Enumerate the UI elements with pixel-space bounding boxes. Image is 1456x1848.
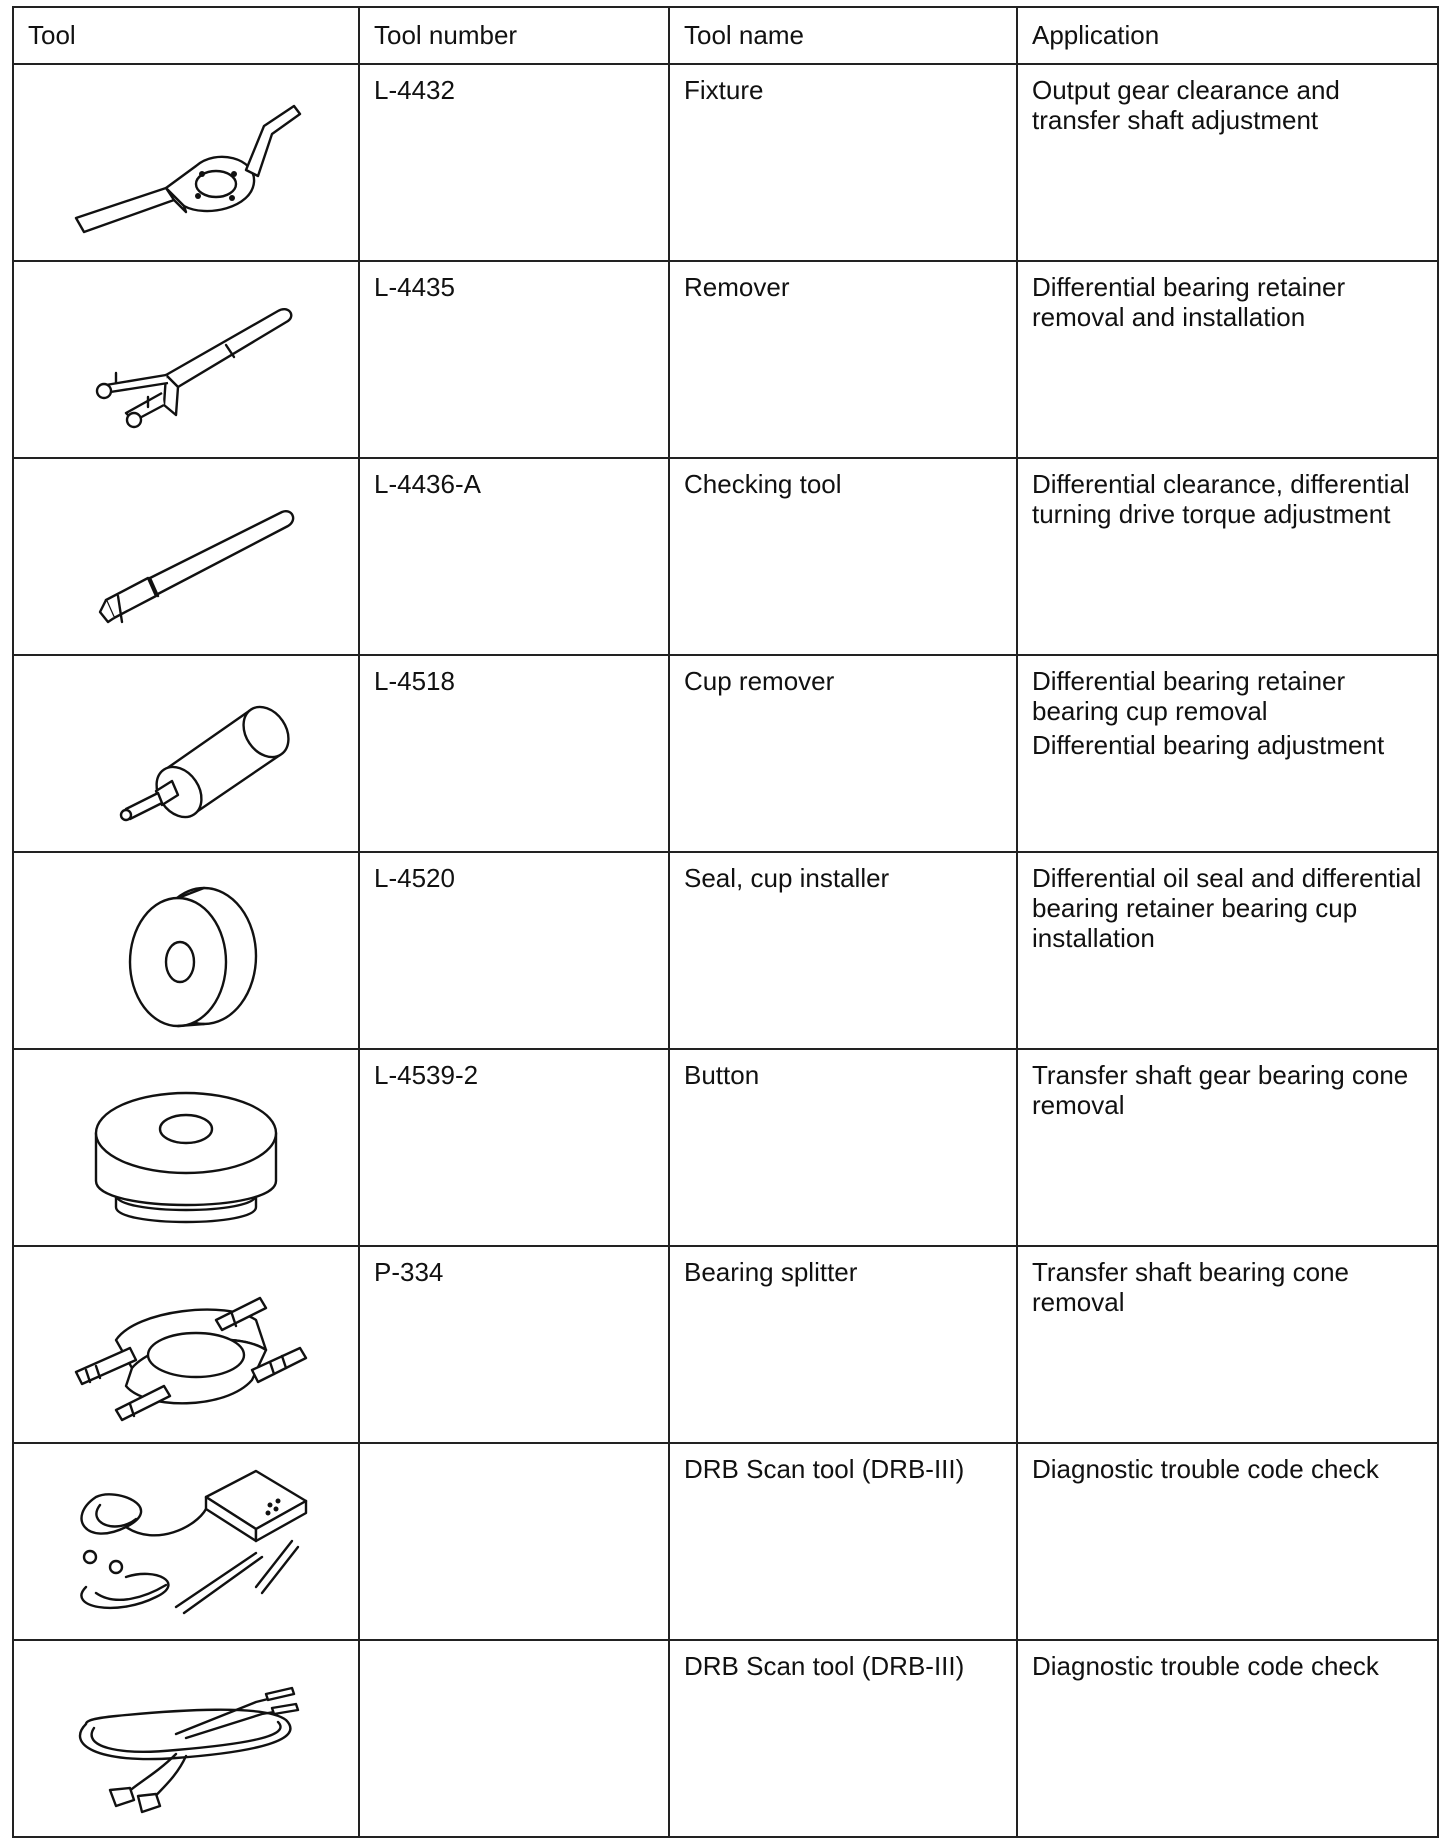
tool-application	[1017, 852, 1438, 1049]
table-header-row	[13, 7, 1438, 64]
tool-image-cell	[13, 1049, 359, 1246]
button-tool-icon	[56, 1063, 316, 1233]
application-text: Diagnostic trouble code check	[1032, 1651, 1379, 1681]
tool-number	[359, 1443, 669, 1640]
drb-cable-icon	[56, 1654, 316, 1824]
table-row	[13, 1443, 1438, 1640]
tool-name: DRB Scan tool (DRB-III)	[669, 1640, 1017, 1837]
tool-application	[1017, 1049, 1438, 1246]
remover-icon	[56, 275, 316, 445]
tool-name: DRB Scan tool (DRB-III)	[669, 1443, 1017, 1640]
tool-name: Remover	[669, 261, 1017, 458]
tool-image-cell	[13, 64, 359, 261]
application-text: Output gear clearance and transfer shaft adjustment	[1032, 75, 1340, 135]
tool-name: Checking tool	[669, 458, 1017, 655]
tool-application	[1017, 458, 1438, 655]
table-row	[13, 64, 1438, 261]
special-tools-table	[12, 6, 1439, 1838]
application-text: Transfer shaft bearing cone removal	[1032, 1257, 1349, 1317]
application-text: Differential bearing retainer removal and installation	[1032, 272, 1346, 332]
fixture-icon	[56, 78, 316, 248]
tool-name: Fixture	[669, 64, 1017, 261]
drb-scan-tool-icon	[56, 1457, 316, 1627]
header-application: Application	[1017, 7, 1438, 64]
table-row	[13, 655, 1438, 852]
tool-image-cell	[13, 1443, 359, 1640]
tool-number: L-4518	[359, 655, 669, 852]
header-tool-number: Tool number	[359, 7, 669, 64]
table-row	[13, 458, 1438, 655]
checking-tool-icon	[56, 472, 316, 642]
tool-image-cell	[13, 261, 359, 458]
tool-image-cell	[13, 852, 359, 1049]
application-text: Differential clearance, differential turning drive torque adjustment	[1032, 469, 1410, 529]
application-text: Differential oil seal and differential bearing retainer bearing cup installation	[1032, 863, 1422, 953]
tool-image-cell	[13, 655, 359, 852]
table-row	[13, 1049, 1438, 1246]
tool-number: L-4539-2	[359, 1049, 669, 1246]
tool-image-cell	[13, 458, 359, 655]
tool-name: Bearing splitter	[669, 1246, 1017, 1443]
cup-remover-icon	[56, 669, 316, 839]
application-text: Diagnostic trouble code check	[1032, 1454, 1379, 1484]
application-text: Transfer shaft gear bearing cone removal	[1032, 1060, 1409, 1120]
tool-number: P-334	[359, 1246, 669, 1443]
header-tool-name: Tool name	[669, 7, 1017, 64]
tool-application	[1017, 261, 1438, 458]
tool-name: Cup remover	[669, 655, 1017, 852]
tool-image-cell	[13, 1640, 359, 1837]
tool-application	[1017, 64, 1438, 261]
tool-number	[359, 1640, 669, 1837]
table-row	[13, 852, 1438, 1049]
tool-application	[1017, 655, 1438, 852]
tool-application	[1017, 1443, 1438, 1640]
tool-image-cell	[13, 1246, 359, 1443]
tool-name: Button	[669, 1049, 1017, 1246]
table-row	[13, 261, 1438, 458]
tool-number: L-4435	[359, 261, 669, 458]
tool-application	[1017, 1246, 1438, 1443]
tool-application	[1017, 1640, 1438, 1837]
header-tool: Tool	[13, 7, 359, 64]
table-row	[13, 1246, 1438, 1443]
application-text: Differential bearing retainer bearing cup removal	[1032, 666, 1346, 726]
application-text: Differential bearing adjustment	[1032, 730, 1385, 760]
table-row	[13, 1640, 1438, 1837]
tool-number: L-4436-A	[359, 458, 669, 655]
tool-name: Seal, cup installer	[669, 852, 1017, 1049]
tool-number: L-4520	[359, 852, 669, 1049]
bearing-splitter-icon	[56, 1260, 316, 1430]
seal-cup-installer-icon	[56, 866, 316, 1036]
tool-number: L-4432	[359, 64, 669, 261]
